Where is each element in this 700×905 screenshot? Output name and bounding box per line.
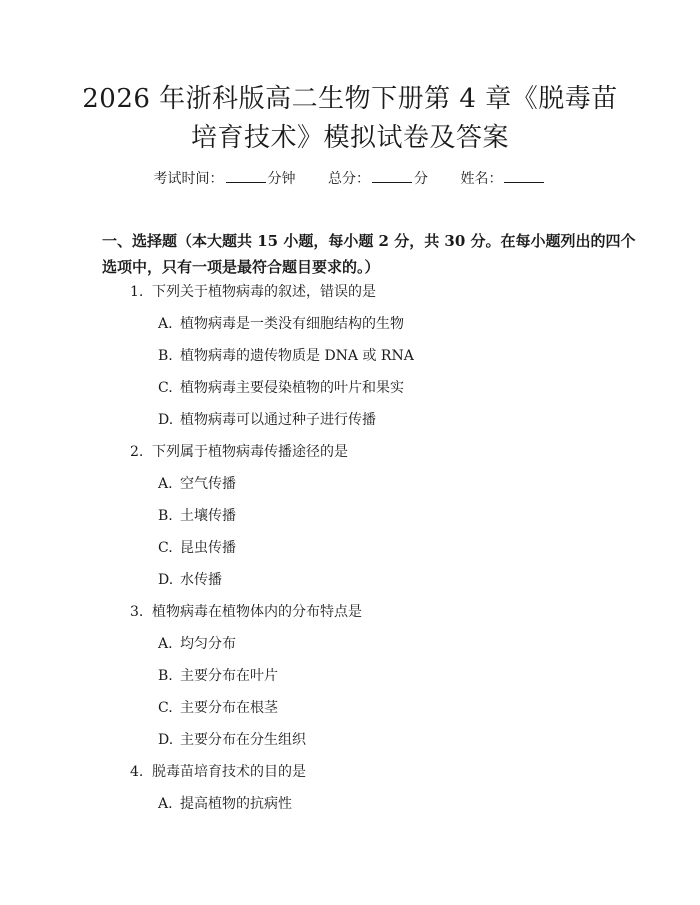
option-letter: D.	[158, 412, 174, 428]
question-1-option-a	[158, 314, 404, 334]
option-text: 昆虫传播	[180, 540, 236, 556]
option-letter: B.	[158, 508, 173, 524]
option-text: 水传播	[180, 572, 222, 588]
option-letter: C.	[158, 380, 173, 396]
question-3-option-d	[158, 730, 306, 750]
option-text: 植物病毒是一类没有细胞结构的生物	[180, 316, 404, 332]
option-text: 植物病毒可以通过种子进行传播	[180, 412, 376, 428]
total-score-label: 总分：	[328, 171, 370, 187]
option-text: 提高植物的抗病性	[180, 796, 292, 812]
question-4	[130, 762, 306, 782]
option-letter: D.	[158, 732, 174, 748]
exam-time-blank	[226, 168, 266, 183]
question-1	[130, 282, 376, 302]
option-text: 均匀分布	[180, 636, 236, 652]
option-letter: A.	[158, 316, 173, 332]
student-name-label: 姓名：	[460, 171, 503, 187]
question-number: 4.	[130, 764, 144, 780]
option-letter: C.	[158, 540, 173, 556]
option-text: 主要分布在叶片	[180, 668, 278, 684]
option-letter: A.	[158, 476, 173, 492]
question-1-option-c	[158, 378, 404, 398]
exam-title-line-2: 培育技术》模拟试卷及答案	[190, 123, 509, 153]
total-score-unit: 分	[414, 171, 428, 187]
question-text: 植物病毒在植物体内的分布特点是	[152, 604, 362, 620]
option-text: 主要分布在分生组织	[180, 732, 306, 748]
option-letter: D.	[158, 572, 174, 588]
question-text: 下列属于植物病毒传播途径的是	[152, 444, 348, 460]
question-text: 下列关于植物病毒的叙述，错误的是	[152, 284, 376, 300]
question-2-option-c	[158, 538, 236, 558]
question-3-option-b	[158, 666, 278, 686]
option-letter: C.	[158, 700, 173, 716]
option-text: 空气传播	[180, 476, 236, 492]
exam-time-field	[154, 168, 296, 189]
question-2-option-d	[158, 570, 222, 590]
option-text: 土壤传播	[180, 508, 236, 524]
exam-time-label: 考试时间：	[153, 171, 224, 187]
student-name-field	[460, 168, 546, 189]
question-1-option-d	[158, 410, 376, 430]
question-1-option-b	[158, 346, 414, 366]
option-letter: A.	[158, 636, 173, 652]
total-score-blank	[372, 168, 412, 183]
option-text: 主要分布在根茎	[180, 700, 278, 716]
question-number: 3.	[130, 604, 144, 620]
total-score-field	[328, 168, 428, 189]
question-number: 1.	[130, 284, 144, 300]
question-number: 2.	[130, 444, 144, 460]
question-4-option-a	[158, 794, 292, 814]
exam-meta	[0, 168, 700, 189]
option-text: 植物病毒主要侵染植物的叶片和果实	[180, 380, 404, 396]
question-3-option-c	[158, 698, 278, 718]
question-text: 脱毒苗培育技术的目的是	[152, 764, 306, 780]
student-name-blank	[504, 168, 544, 183]
option-letter: B.	[158, 668, 173, 684]
question-2-option-b	[158, 506, 236, 526]
question-3-option-a	[158, 634, 236, 654]
option-text: 植物病毒的遗传物质是 DNA 或 RNA	[180, 348, 414, 364]
question-2-option-a	[158, 474, 236, 494]
question-2	[130, 442, 348, 462]
exam-title-line-1: 2026 年浙科版高二生物下册第 4 章《脱毒苗	[82, 84, 618, 114]
question-3	[130, 602, 362, 622]
option-letter: A.	[158, 796, 173, 812]
section-heading: 一、选择题（本大题共 15 小题，每小题 2 分，共 30 分。在每小题列出的四个选项中，只有一项是最符合题目要求的。）	[102, 232, 636, 276]
option-letter: B.	[158, 348, 173, 364]
exam-time-unit: 分钟	[267, 171, 296, 187]
